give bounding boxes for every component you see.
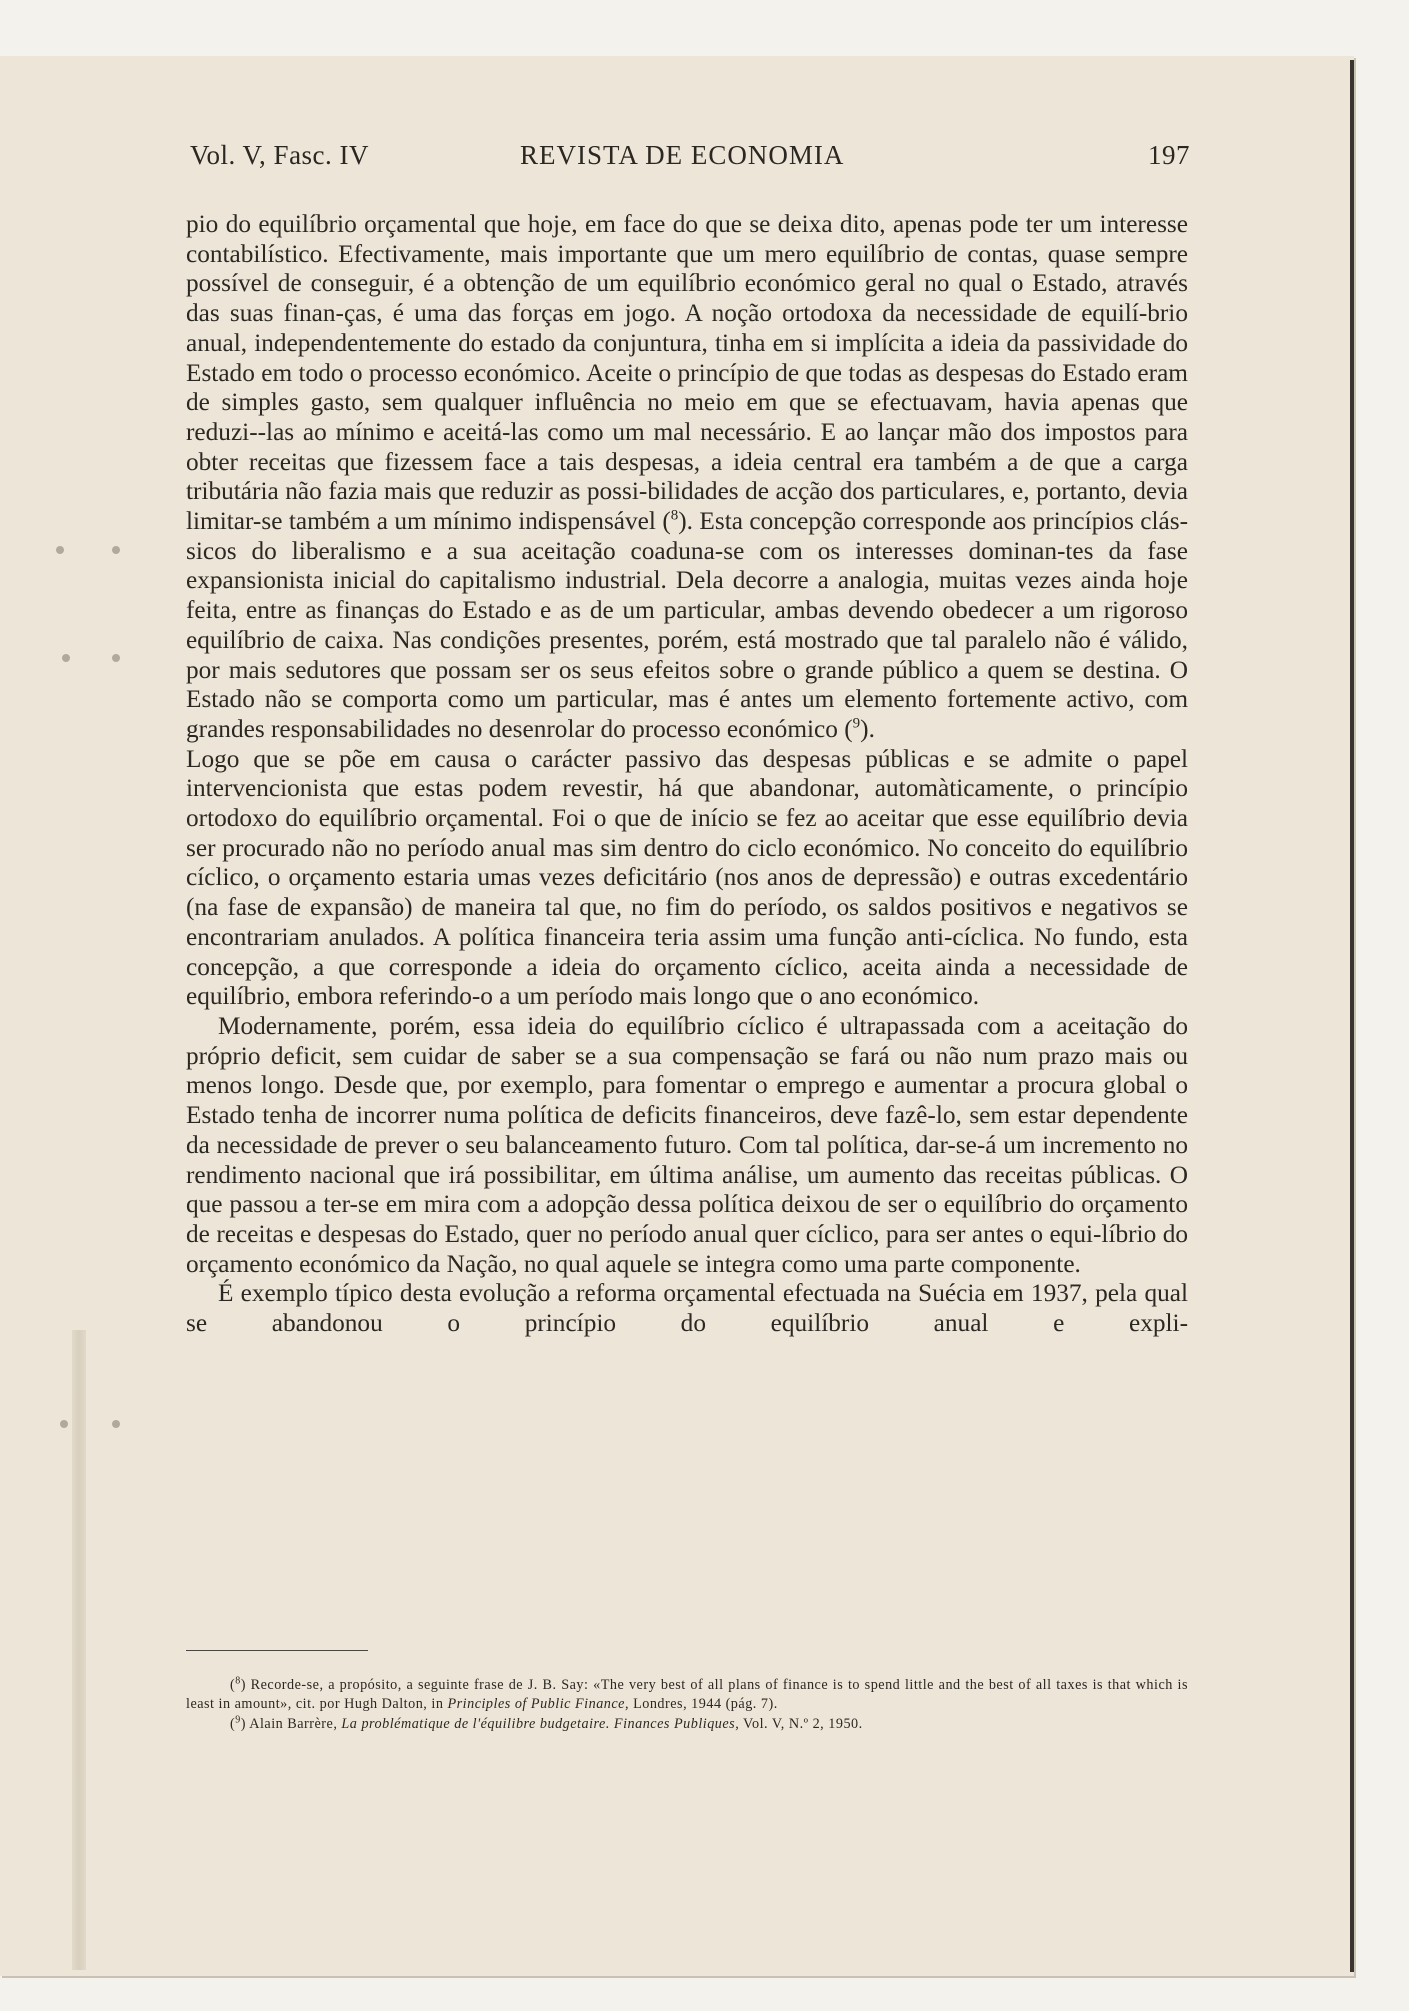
binding-hole-mark [56, 546, 64, 554]
paragraph: Modernamente, porém, essa ideia do equilíbrio cíclico é ultrapassada com a aceitação do próprio deficit, sem cuidar de saber se a sua compensação se fará ou não num prazo mais ou menos longo. Desde que, por exemplo, para fomentar o emprego e aumentar a procura global o Estado tenha de incorrer numa política de deficits financeiros, deve fazê-lo, sem estar dependente da necessidade de prever o seu balanceamento futuro. Com tal política, dar-se-á um incremento no rendimento nacional que irá possibilitar, em última análise, um aumento das receitas públicas. O que passou a ter-se em mira com a adopção dessa política deixou de ser o equilíbrio do orçamento de receitas e despesas do Estado, quer no período anual quer cíclico, para ser antes o equi-líbrio do orçamento económico da Nação, no qual aquele se integra como uma parte componente. [186, 1011, 1188, 1278]
footnotes [186, 1676, 1188, 1736]
footnote-text: Alain Barrère, [245, 1716, 342, 1732]
running-header [190, 140, 1190, 180]
binding-hole-mark [62, 654, 70, 662]
footnote-marker: 8 [235, 1675, 241, 1687]
body-text [186, 210, 1188, 1339]
paragraph-text: ). Esta concepção corresponde aos princípios clás-sicos do liberalismo e a sua aceitação coaduna-se com os interesses dominan-tes da fase expansionista inicial do capitalismo industrial. Dela decorre a analogia, muitas vezes ainda hoje feita, entre as finanças do Estado e as de um particular, ambas devendo obedecer a um rigoroso equilíbrio de caixa. Nas condições presentes, porém, está mostrado que tal paralelo não é válido, por mais sedutores que possam ser os seus efeitos sobre o grande público a quem se destina. O Estado não se comporta como um particular, mas é antes um elemento fortemente activo, com grandes responsabilidades no desenrolar do processo económico ( [186, 507, 1188, 743]
volume-label: Vol. V, Fasc. IV [190, 140, 370, 170]
footnote: ($^8$) Recorde-se, a propósito, a seguinte frase de J. B. Say: «The very best of all plans of finance is to spend little and the best of all taxes is that which is least in amount», cit. por Hugh Dalton, in Principles of Public Finance, Londres, 1944 (pág. 7). [186, 1675, 1188, 1712]
sheet-edge [1350, 60, 1354, 1972]
footnote-title: Principles of Public Finance [447, 1695, 625, 1712]
footnote-text: , Londres, 1944 (pág. 7). [624, 1695, 778, 1712]
binding-hole-mark [112, 1420, 120, 1428]
footnote-text: Recorde-se, a propósito, a seguinte frase de J. B. Say: «The very best of all plans of finance is to spend little and the best of all taxes is that which is least in amount», cit. por Hugh Dalton, in [186, 1677, 1188, 1712]
footnote-text: , Vol. V, N.º 2, 1950. [735, 1716, 863, 1732]
paragraph: Logo que se põe em causa o carácter passivo das despesas públicas e se admite o papel intervencionista que estas podem revestir, há que abandonar, automàticamente, o princípio ortodoxo do equilíbrio orçamental. Foi o que de início se fez ao aceitar que esse equilíbrio devia ser procurado não no período anual mas sim dentro do ciclo económico. No conceito do equilíbrio cíclico, o orçamento estaria umas vezes deficitário (nos anos de depressão) e outras excedentário (na fase de expansão) de maneira tal que, no fim do período, os saldos positivos e negativos se encontrariam anulados. A política financeira teria assim uma função anti-cíclica. No fundo, esta concepção, a que corresponde a ideia do orçamento cíclico, aceita ainda a necessidade de equilíbrio, embora referindo-o a um período mais longo que o ano económico. [186, 744, 1188, 1011]
footnote-title: La problématique de l'équilibre budgetaire. Finances Publiques [341, 1716, 736, 1732]
footnote: ($^9$) Alain Barrère, La problématique de l'équilibre budgetaire. Finances Publiques, Vol. V, N.º 2, 1950. [230, 1714, 863, 1732]
journal-title: REVISTA DE ECONOMIA [520, 140, 845, 170]
binding-hole-mark [60, 1420, 68, 1428]
paragraph: É exemplo típico desta evolução a reforma orçamental efectuada na Suécia em 1937, pela qual se abandonou o princípio do equilíbrio anual e expli- [186, 1279, 1188, 1338]
paragraph-text: pio do equilíbrio orçamental que hoje, em face do que se deixa dito, apenas pode ter um interesse contabilístico. Efectivamente, mais importante que um mero equilíbrio de contas, quase sempre possível de conseguir, é a obtenção de um equilíbrio económico geral no qual o Estado, através das suas finan-ças, é uma das forças em jogo. A noção ortodoxa da necessidade de equilí-brio anual, independentemente do estado da conjuntura, tinha em si implícita a ideia da passividade do Estado em todo o processo económico. Aceite o princípio de que todas as despesas do Estado eram de simples gasto, sem qualquer influência no meio em que se efectuavam, havia apenas que reduzi--las ao mínimo e aceitá-las como um mal necessário. E ao lançar mão dos impostos para obter receitas que fizessem face a tais despesas, a ideia central era também a de que a carga tributária não fazia mais que reduzir as possi-bilidades de acção dos particulares, e, portanto, devia limitar-se também a um mínimo indispensável ( [186, 210, 1188, 536]
paragraph [186, 210, 1188, 745]
paragraph-text: ). [860, 714, 875, 743]
page-number: 197 [1148, 140, 1190, 170]
binding-shadow [72, 1330, 86, 1970]
footnote-ref: 9 [852, 715, 861, 732]
binding-hole-mark [112, 546, 120, 554]
footnote-rule [186, 1650, 368, 1651]
footnote-ref: 8 [670, 507, 679, 524]
footnote-marker: 9 [235, 1714, 241, 1726]
binding-hole-mark [112, 654, 120, 662]
